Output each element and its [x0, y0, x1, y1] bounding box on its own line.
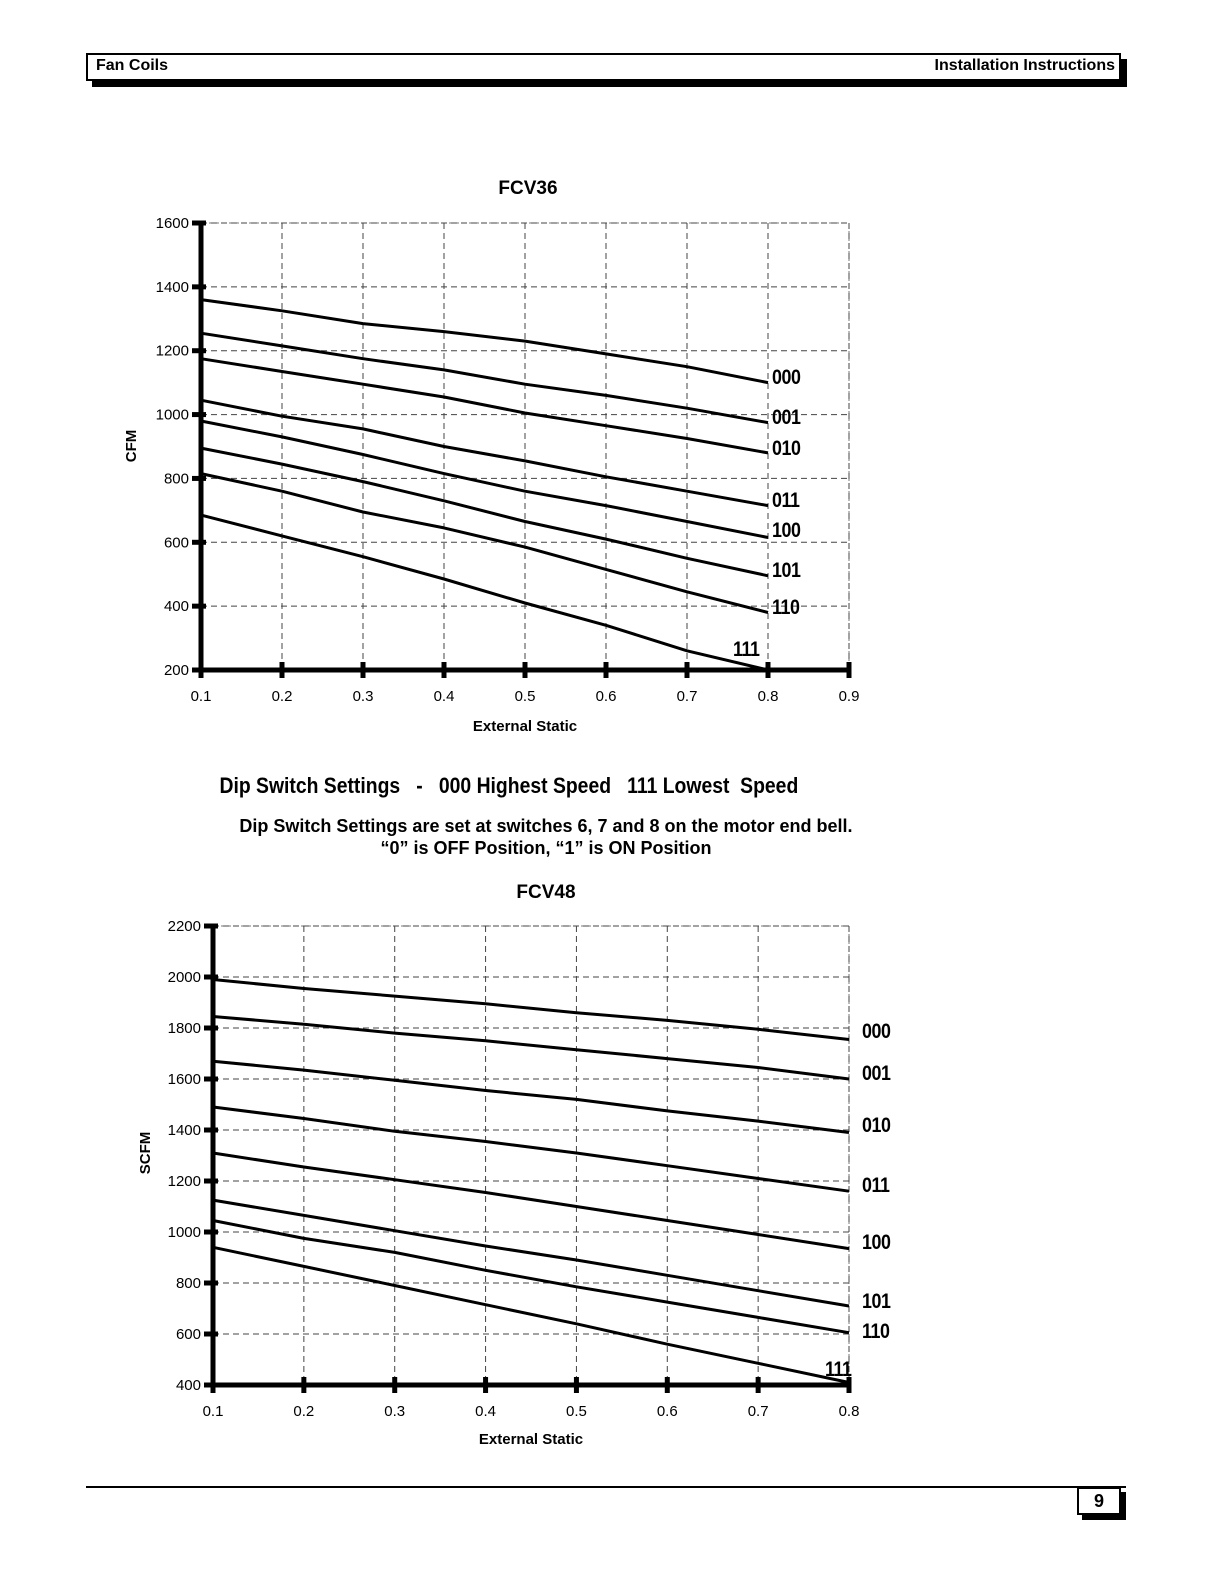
- y-tick-label: 1600: [167, 1071, 201, 1088]
- series-label-001: 001: [862, 1061, 891, 1086]
- x-tick-label: 0.8: [757, 688, 779, 705]
- x-axis-label: External Static: [478, 1431, 584, 1448]
- x-tick-label: 0.1: [190, 688, 212, 705]
- y-tick-label: 1200: [167, 1173, 201, 1190]
- x-tick-label: 0.6: [595, 688, 617, 705]
- series-label-100: 100: [862, 1230, 891, 1255]
- x-tick-label: 0.6: [656, 1403, 678, 1420]
- x-tick-label: 0.4: [433, 688, 455, 705]
- y-tick-label: 1200: [155, 342, 189, 360]
- series-label-000: 000: [772, 365, 801, 390]
- x-tick-label: 0.7: [747, 1403, 769, 1420]
- y-tick-label: 800: [175, 1275, 201, 1292]
- series-line-100: [213, 1153, 849, 1249]
- series-label-101: 101: [772, 558, 801, 583]
- series-line-111: [213, 1247, 849, 1382]
- y-tick-label: 1000: [155, 406, 189, 424]
- series-label-111: 111: [733, 637, 760, 662]
- series-label-110: 110: [772, 595, 800, 620]
- y-tick-label: 1000: [167, 1224, 201, 1241]
- series-label-101: 101: [862, 1289, 891, 1314]
- series-line-000: [213, 980, 849, 1040]
- page-number: 9: [1077, 1487, 1121, 1515]
- y-tick-label: 600: [163, 534, 189, 552]
- footer-rule: [86, 1486, 1126, 1488]
- series-label-111: 111: [825, 1357, 852, 1382]
- dip-switch-title: Dip Switch Settings - 000 Highest Speed 111 Lowest Speed: [219, 773, 799, 798]
- y-tick-label: 1400: [155, 278, 189, 296]
- chart-title: FCV36: [498, 178, 558, 199]
- series-line-110: [213, 1221, 849, 1333]
- series-label-100: 100: [772, 518, 801, 543]
- series-label-011: 011: [862, 1173, 890, 1198]
- y-tick-label: 1800: [167, 1020, 201, 1037]
- series-label-011: 011: [772, 488, 800, 513]
- x-tick-label: 0.2: [293, 1403, 315, 1420]
- x-tick-label: 0.2: [271, 688, 293, 705]
- y-tick-label: 800: [163, 470, 189, 488]
- series-label-000: 000: [862, 1019, 891, 1044]
- x-tick-label: 0.3: [352, 688, 374, 705]
- chart-title: FCV48: [516, 882, 576, 903]
- x-tick-label: 0.8: [838, 1403, 860, 1420]
- dip-switch-note-2: “0” is OFF Position, “1” is ON Position: [380, 838, 712, 858]
- x-tick-label: 0.5: [565, 1403, 587, 1420]
- header-left-title: Fan Coils: [96, 57, 169, 74]
- x-tick-label: 0.7: [676, 688, 698, 705]
- series-line-010: [213, 1061, 849, 1132]
- x-tick-label: 0.4: [475, 1403, 497, 1420]
- series-line-101: [213, 1200, 849, 1306]
- x-tick-label: 0.1: [202, 1403, 224, 1420]
- x-tick-label: 0.9: [838, 688, 860, 705]
- y-axis-label: CFM: [123, 429, 140, 463]
- y-tick-label: 2000: [167, 969, 201, 986]
- y-tick-label: 400: [163, 598, 189, 616]
- y-tick-label: 1400: [167, 1122, 201, 1139]
- x-axis-label: External Static: [472, 718, 578, 735]
- x-tick-label: 0.5: [514, 688, 536, 705]
- dip-switch-note-1: Dip Switch Settings are set at switches 6, 7 and 8 on the motor end bell.: [239, 816, 853, 836]
- y-tick-label: 200: [163, 662, 189, 679]
- y-tick-label: 400: [175, 1377, 201, 1394]
- series-label-001: 001: [772, 405, 801, 430]
- y-tick-label: 600: [175, 1326, 201, 1343]
- header-right-title: Installation Instructions: [934, 57, 1115, 74]
- x-tick-label: 0.3: [384, 1403, 406, 1420]
- series-label-010: 010: [862, 1113, 891, 1138]
- series-label-110: 110: [862, 1319, 890, 1344]
- y-axis-label: SCFM: [137, 1131, 154, 1175]
- series-label-010: 010: [772, 436, 801, 461]
- y-tick-label: 1600: [155, 215, 189, 232]
- y-tick-label: 2200: [167, 918, 201, 935]
